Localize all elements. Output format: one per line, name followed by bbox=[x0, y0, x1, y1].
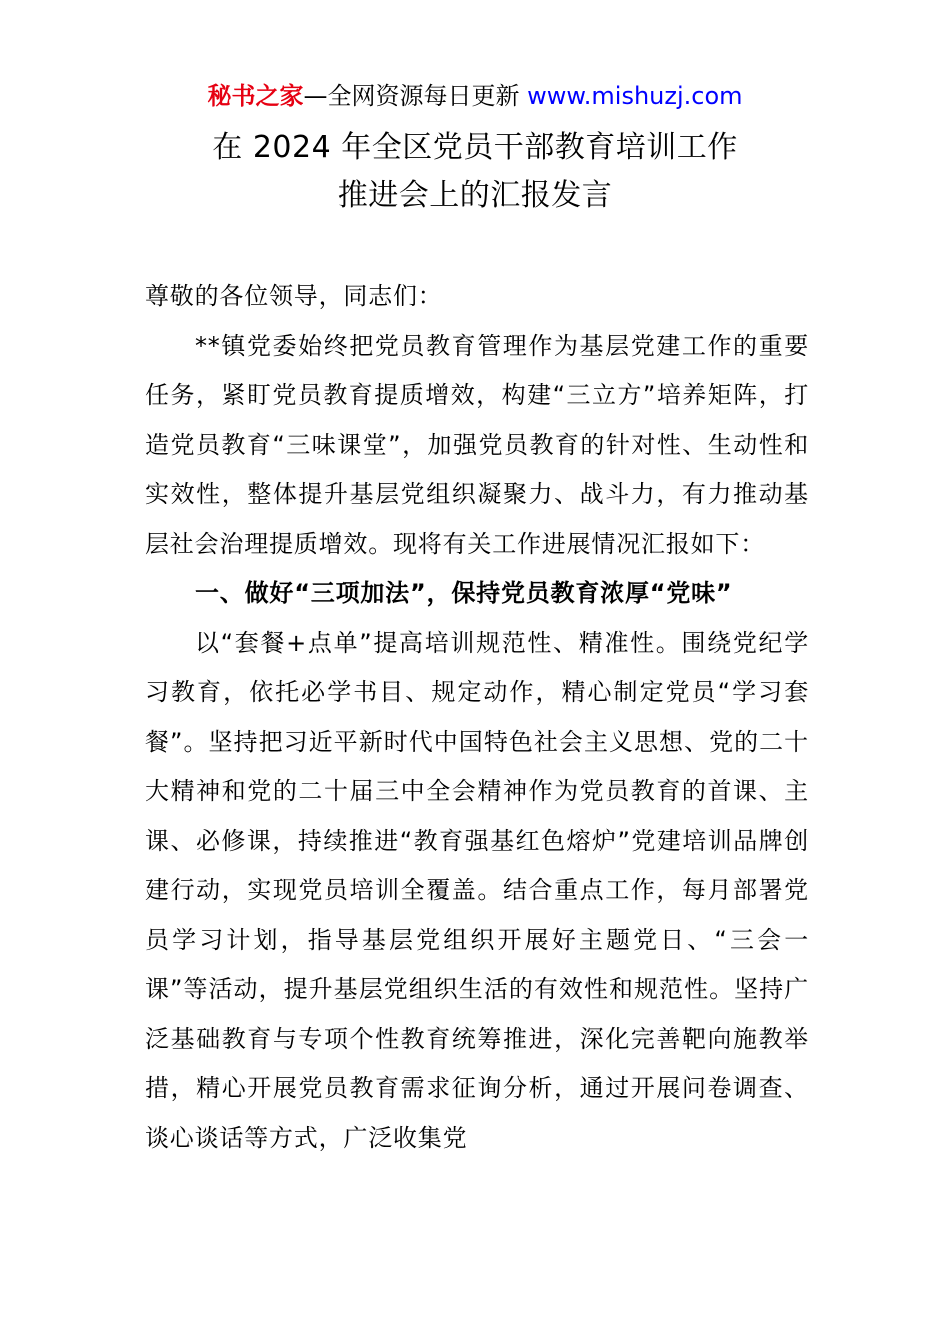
site-url-link[interactable]: www.mishuzj.com bbox=[527, 82, 743, 110]
salutation: 尊敬的各位领导，同志们： bbox=[145, 282, 443, 310]
title-line-1: 在 2024 年全区党员干部教育培训工作 bbox=[212, 130, 738, 165]
document-title bbox=[0, 124, 950, 220]
site-header bbox=[0, 80, 950, 112]
header-tagline: —全网资源每日更新 bbox=[303, 82, 528, 110]
title-line-2: 推进会上的汇报发言 bbox=[337, 178, 613, 213]
paragraph-section-1: 以“套餐+点单”提高培训规范性、精准性。围绕党纪学习教育，依托必学书目、规定动作，精心制定党员“学习套餐”。坚持把习近平新时代中国特色社会主义思想、党的二十大精神和党的二十届三中全会精神作为党员教育的首课、主课、必修课，持续推进“教育强基红色熔炉”党建培训品牌创建行动，实现党员培训全覆盖。结合重点工作，每月部署党员学习计划，指导基层党组织开展好主题党日、“三会一课”等活动，提升基层党组织生活的有效性和规范性。坚持广泛基础教育与专项个性教育统筹推进，深化完善靶向施教举措，精心开展党员教育需求征询分析，通过开展问卷调查、谈心谈话等方式，广泛收集党 bbox=[145, 628, 809, 1152]
paragraph-intro: **镇党委始终把党员教育管理作为基层党建工作的重要任务，紧盯党员教育提质增效，构建“三立方”培养矩阵，打造党员教育“三味课堂”，加强党员教育的针对性、生动性和实效性，整体提升基层党组织凝聚力、战斗力，有力推动基层社会治理提质增效。现将有关工作进展情况汇报如下： bbox=[145, 331, 809, 558]
section-heading-1: 一、做好“三项加法”，保持党员教育浓厚“党味” bbox=[195, 579, 733, 607]
brand-name: 秘书之家 bbox=[207, 82, 304, 110]
document-body bbox=[145, 272, 809, 1163]
